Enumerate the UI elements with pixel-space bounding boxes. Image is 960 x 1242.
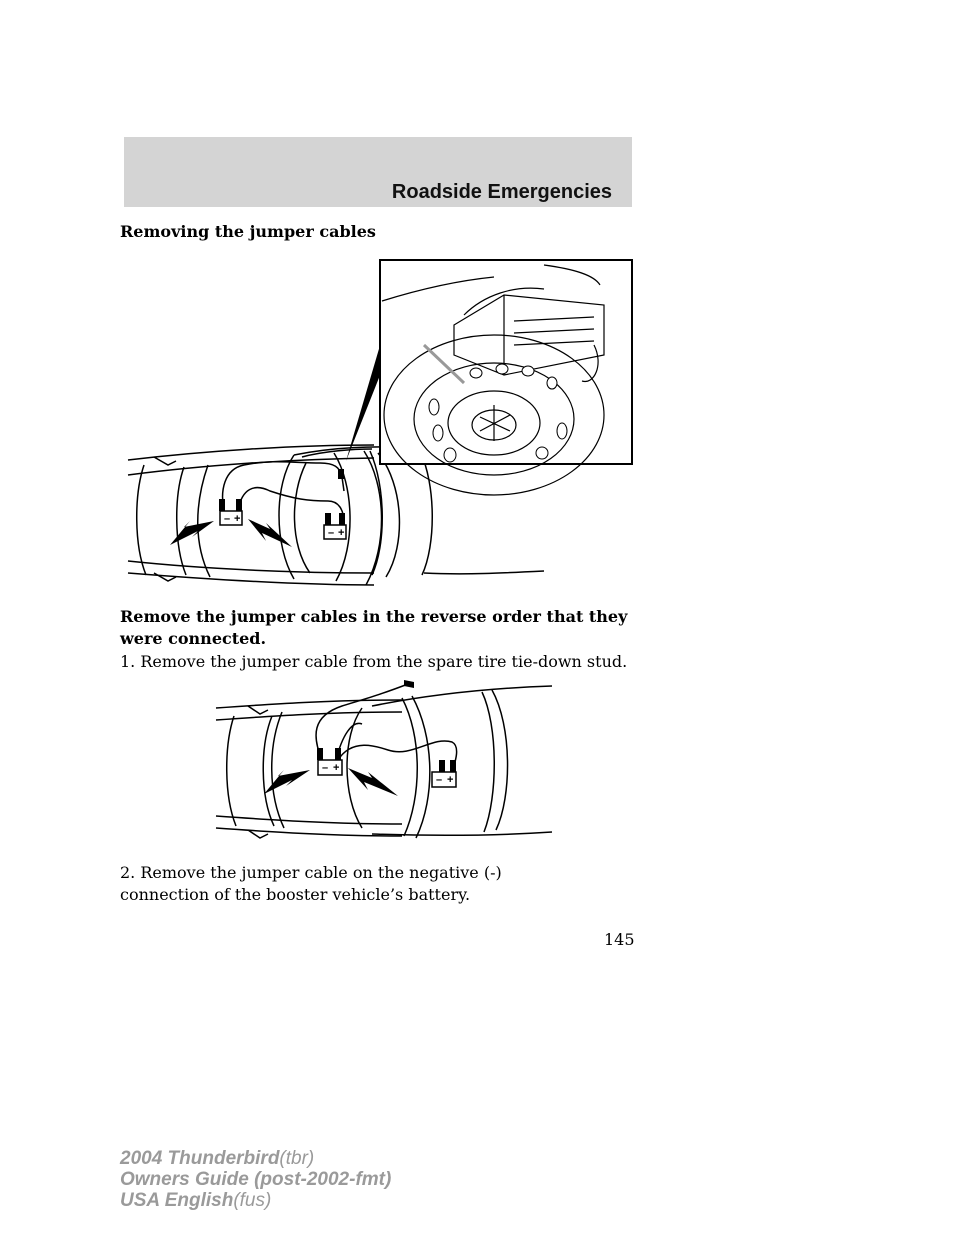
jumper-cable-diagram-step-1 [212,676,556,848]
battery-left-minus: – [322,762,329,774]
battery-left-minus: – [224,513,231,525]
page-number: 145 [604,930,635,949]
footer-line-1: 2004 Thunderbird(tbr) [120,1148,315,1169]
section-title: Roadside Emergencies [391,181,612,203]
intro-paragraph: Remove the jumper cables in the reverse order that they were connected. [120,607,628,648]
battery-right-minus: – [328,527,335,539]
footer-line-3: USA English(fus) [120,1190,272,1211]
footer-line-2: Owners Guide (post-2002-fmt) [120,1169,392,1190]
battery-right-plus: + [447,774,454,786]
step-2: 2. Remove the jumper cable on the negative (-) connection of the booster vehicle’s battery. [120,863,502,904]
battery-left-plus: + [234,513,241,525]
footer [120,1148,391,1211]
battery-right-minus: – [436,774,443,786]
battery-left-plus: + [333,762,340,774]
battery-right-plus: + [338,527,345,539]
step-1: 1. Remove the jumper cable from the spare tire tie-down stud. [120,652,628,671]
subheading: Removing the jumper cables [120,222,376,241]
jumper-cable-diagram-with-spare-tire-inset [124,255,636,595]
header-band [124,137,632,207]
